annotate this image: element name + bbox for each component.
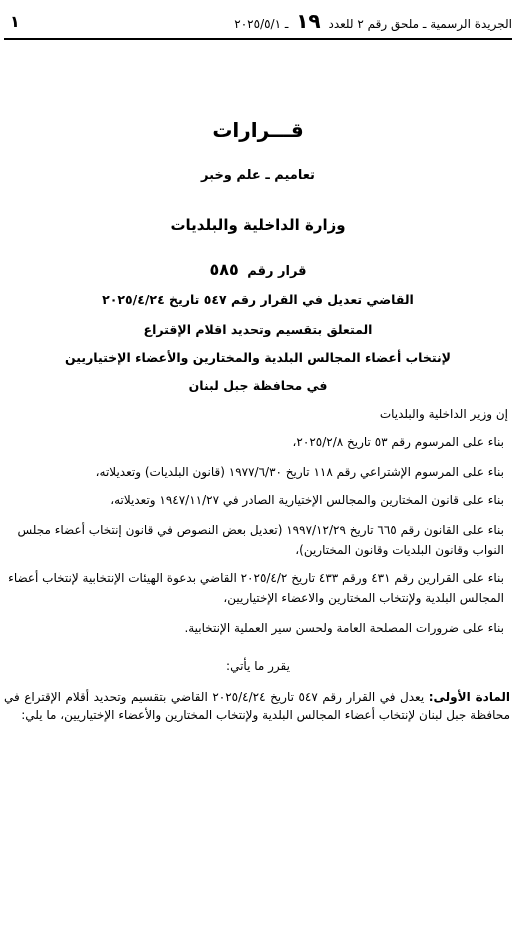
article-one — [4, 688, 510, 724]
header-rule — [4, 38, 512, 40]
issue-number: ١٩ — [296, 9, 321, 33]
recital-5: بناء على القرارين رقم ٤٣١ ورقم ٤٣٣ تاريخ ٢٠٢٥/٤/٢ القاضي بدعوة الهيئات الإنتخابية لإنتخاب أعضاء المجالس البلدية ولإنتخاب المختارين والاعضاء الإختياريين، — [8, 571, 504, 605]
header-meta — [234, 9, 512, 33]
preamble-minister: إن وزير الداخلية والبلديات — [379, 407, 508, 421]
article-one-lead: المادة الأولى: — [428, 690, 510, 704]
resolves-line: يقرر ما يأتي: — [226, 659, 290, 673]
page-number: ١ — [10, 11, 20, 31]
ministry-title: وزارة الداخلية والبلديات — [170, 216, 346, 234]
recital-6: بناء على ضرورات المصلحة العامة ولحسن سير العملية الإنتخابية. — [184, 621, 504, 635]
subject-line-3: لإنتخاب أعضاء المجالس البلدية والمختارين والأعضاء الإختياريين — [65, 350, 451, 365]
section-title: قـــرارات — [212, 118, 304, 142]
recital-3: بناء على قانون المختارين والمجالس الإختيارية الصادر في ١٩٤٧/١١/٢٧ وتعديلاته، — [110, 493, 504, 507]
subject-line-1: القاضي تعديل في القرار رقم ٥٤٧ تاريخ ٢٠٢٥/٤/٢٤ — [102, 292, 414, 307]
publication-name: الجريدة الرسمية ـ ملحق رقم ٢ للعدد — [328, 17, 512, 31]
subject-line-4: في محافظة جبل لبنان — [188, 378, 328, 393]
decision-heading — [0, 260, 516, 279]
decision-number: ٥٨٥ — [209, 260, 239, 279]
recital-2: بناء على المرسوم الإشتراعي رقم ١١٨ تاريخ ١٩٧٧/٦/٣٠ (قانون البلديات) وتعديلاته، — [95, 465, 504, 479]
recital-4: بناء على القانون رقم ٦٦٥ تاريخ ١٩٩٧/١٢/٢٩ (تعديل بعض النصوص في قانون إنتخاب أعضاء مجلس النواب وقانون البلديات وقانون المختارين)، — [17, 523, 504, 557]
issue-date: ـ ٢٠٢٥/٥/١ — [234, 17, 289, 31]
decision-label: قرار رقم — [247, 264, 307, 279]
recital-1: بناء على المرسوم رقم ٥٣ تاريخ ٢٠٢٥/٢/٨، — [292, 435, 504, 449]
subsection-title: تعاميم ـ علم وخبر — [201, 168, 315, 183]
page-header — [4, 8, 512, 34]
subject-line-2: المتعلق بتقسيم وتحديد اقلام الإقتراع — [143, 322, 373, 337]
article-one-text: يعدل في القرار رقم ٥٤٧ تاريخ ٢٠٢٥/٤/٢٤ القاضي بتقسيم وتحديد أقلام الإقتراع في محافظة جبل لبنان لإنتخاب أعضاء المجالس البلدية ولإنتخاب المختارين والأعضاء الإختياريين، ما يلي: — [4, 690, 510, 722]
